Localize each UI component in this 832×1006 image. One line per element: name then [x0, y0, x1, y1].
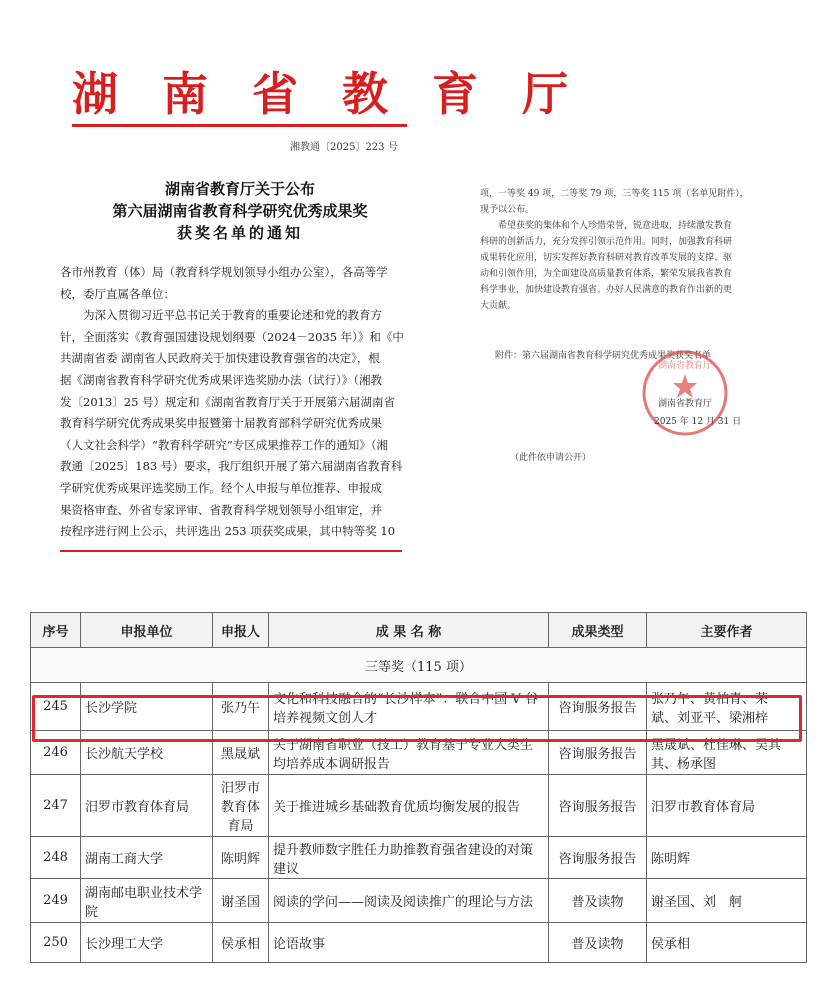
body-line: 据《湖南省教育科学研究优秀成果评选奖励办法（试行）》（湘教 — [60, 372, 382, 387]
body-line: 共湖南省委 湖南省人民政府关于加快建设教育强省的决定》，根 — [60, 351, 380, 366]
body-line: 现予以公布。 — [480, 205, 535, 215]
title-line-3: 获奖名单的通知 — [176, 224, 303, 242]
body-line: 希望获奖的集体和个人珍惜荣誉，锐意进取，持续激发教育 — [480, 221, 733, 231]
cell-type: 咨询服务报告 — [549, 775, 647, 837]
cell-type: 咨询服务报告 — [549, 731, 647, 775]
cell-unit: 湖南邮电职业技术学院 — [81, 879, 213, 923]
cell-authors: 黑晟斌、杜佳琳、吴其其、杨承图 — [647, 731, 807, 775]
body-line: 成果转化应用，切实发挥好教育科研对教育改革发展的支撑、驱 — [480, 253, 733, 263]
cell-applicant: 汨罗市教育体育局 — [213, 775, 269, 837]
body-line: 动和引领作用，为全面建设高质量教育体系，繁荣发展我省教育 — [480, 269, 733, 279]
cell-type: 普及读物 — [549, 879, 647, 923]
cell-no: 249 — [31, 879, 81, 923]
body-text-right — [480, 186, 760, 314]
cell-no: 246 — [31, 731, 81, 775]
cell-applicant: 张乃午 — [213, 683, 269, 731]
body-line: 发〔2013〕25 号）规定和《湖南省教育厅关于开展第六届湖南省 — [60, 394, 396, 409]
header-applicant: 申报人 — [213, 613, 269, 648]
cell-type: 咨询服务报告 — [549, 683, 647, 731]
header-name: 成 果 名 称 — [269, 613, 549, 648]
cell-applicant: 陈明辉 — [213, 837, 269, 879]
body-line: 科学事业，加快建设教育强省、办好人民满意的教育作出新的更 — [480, 285, 733, 295]
signing-date: 2025 年 12 月 31 日 — [654, 417, 742, 427]
header-authors: 主要作者 — [647, 613, 807, 648]
table-row — [31, 879, 807, 923]
cell-authors: 陈明辉 — [647, 837, 807, 879]
cell-name: 关于推进城乡基础教育优质均衡发展的报告 — [269, 775, 549, 837]
body-line: （人文社会科学）“教育科学研究”专区成果推荐工作的通知》（湘 — [60, 437, 389, 452]
cell-unit: 汨罗市教育体育局 — [81, 775, 213, 837]
body-line: 针，全面落实《教育强国建设规划纲要（2024－2035 年）》和《中 — [60, 329, 404, 344]
cell-name: 阅读的学问——阅读及阅读推广的理论与方法 — [269, 879, 549, 923]
svg-text:湖南省教育厅: 湖南省教育厅 — [657, 361, 713, 371]
cell-name: 文化和科技融合的“长沙样本”：联合中国 V 谷培养视频文创人才 — [269, 683, 549, 731]
cell-type: 普及读物 — [549, 923, 647, 963]
document-number: 湘教通〔2025〕223 号 — [290, 142, 398, 153]
header-type: 成果类型 — [549, 613, 647, 648]
attachment-line: 附件：第六届湖南省教育科学研究优秀成果奖获奖名单 — [495, 351, 712, 361]
table-row — [31, 775, 807, 837]
cell-authors: 谢圣国、刘 舸 — [647, 879, 807, 923]
red-underline — [60, 550, 402, 552]
body-line: 各市州教育（体）局（教育科学规划领导小组办公室），各高等学 — [60, 265, 388, 279]
body-line: 学研究优秀成果评选奖励工作。经个人申报与单位推荐、申报成 — [60, 480, 382, 495]
cell-no: 248 — [31, 837, 81, 879]
body-line: 项，一等奖 49 项，二等奖 79 项，三等奖 115 项（名单见附件）， — [480, 189, 749, 199]
cell-authors: 张乃午、黄柏青、荣 斌、刘亚平、梁湘梓 — [647, 683, 807, 731]
masthead: 湖 南 省 教 育 厅 — [72, 67, 583, 121]
body-line: 校，委厅直属各单位： — [60, 286, 175, 301]
cell-unit: 湖南工商大学 — [81, 837, 213, 879]
table-header-row — [31, 613, 807, 648]
cell-unit: 长沙航天学校 — [81, 731, 213, 775]
cell-no: 245 — [31, 683, 81, 731]
body-line: 科研的创新活力，充分发挥引领示范作用。同时，加强教育科研 — [480, 237, 733, 247]
body-line: 教通〔2025〕183 号）要求，我厅组织开展了第六届湖南省教育科 — [60, 459, 403, 474]
body-line: 按程序进行网上公示，共评选出 253 项获奖成果，其中特等奖 10 — [60, 524, 396, 539]
body-line: 果资格审查、外省专家评审、省教育科学规划领导小组审定，并 — [60, 502, 382, 517]
title-line-2: 第六届湖南省教育科学研究优秀成果奖 — [112, 202, 368, 220]
body-line: 大贡献。 — [480, 301, 517, 311]
cell-name: 关于湖南省职业（技工）教育基于专业大类生均培养成本调研报告 — [269, 731, 549, 775]
header-no: 序号 — [31, 613, 81, 648]
cell-unit: 长沙理工大学 — [81, 923, 213, 963]
cell-applicant: 谢圣国 — [213, 879, 269, 923]
body-line: 教育科学研究优秀成果奖申报暨第十届教育部科学研究优秀成果 — [60, 416, 382, 431]
title-line-1: 湖南省教育厅关于公布 — [164, 180, 315, 198]
cell-applicant: 黑晟斌 — [213, 731, 269, 775]
highlight-box — [32, 695, 802, 742]
cell-authors: 汨罗市教育体育局 — [647, 775, 807, 837]
disclosure-note: （此件依申请公开） — [510, 453, 592, 463]
cell-name: 论语故事 — [269, 923, 549, 963]
table-row — [31, 923, 807, 963]
signing-department: 湖南省教育厅 — [658, 399, 713, 409]
cell-no: 250 — [31, 923, 81, 963]
cell-type: 咨询服务报告 — [549, 837, 647, 879]
header-unit: 申报单位 — [81, 613, 213, 648]
cell-unit: 长沙学院 — [81, 683, 213, 731]
award-table — [30, 612, 806, 974]
section-row — [31, 648, 807, 683]
cell-applicant: 侯承相 — [213, 923, 269, 963]
table-row — [31, 837, 807, 879]
section-label: 三等奖（115 项） — [31, 648, 807, 683]
cell-name: 提升教师数字胜任力助推教育强省建设的对策建议 — [269, 837, 549, 879]
masthead-rule — [72, 124, 407, 127]
body-line: 为深入贯彻习近平总书记关于教育的重要论述和党的教育方 — [60, 308, 382, 323]
cell-no: 247 — [31, 775, 81, 837]
body-text-left — [60, 262, 410, 543]
cell-authors: 侯承相 — [647, 923, 807, 963]
